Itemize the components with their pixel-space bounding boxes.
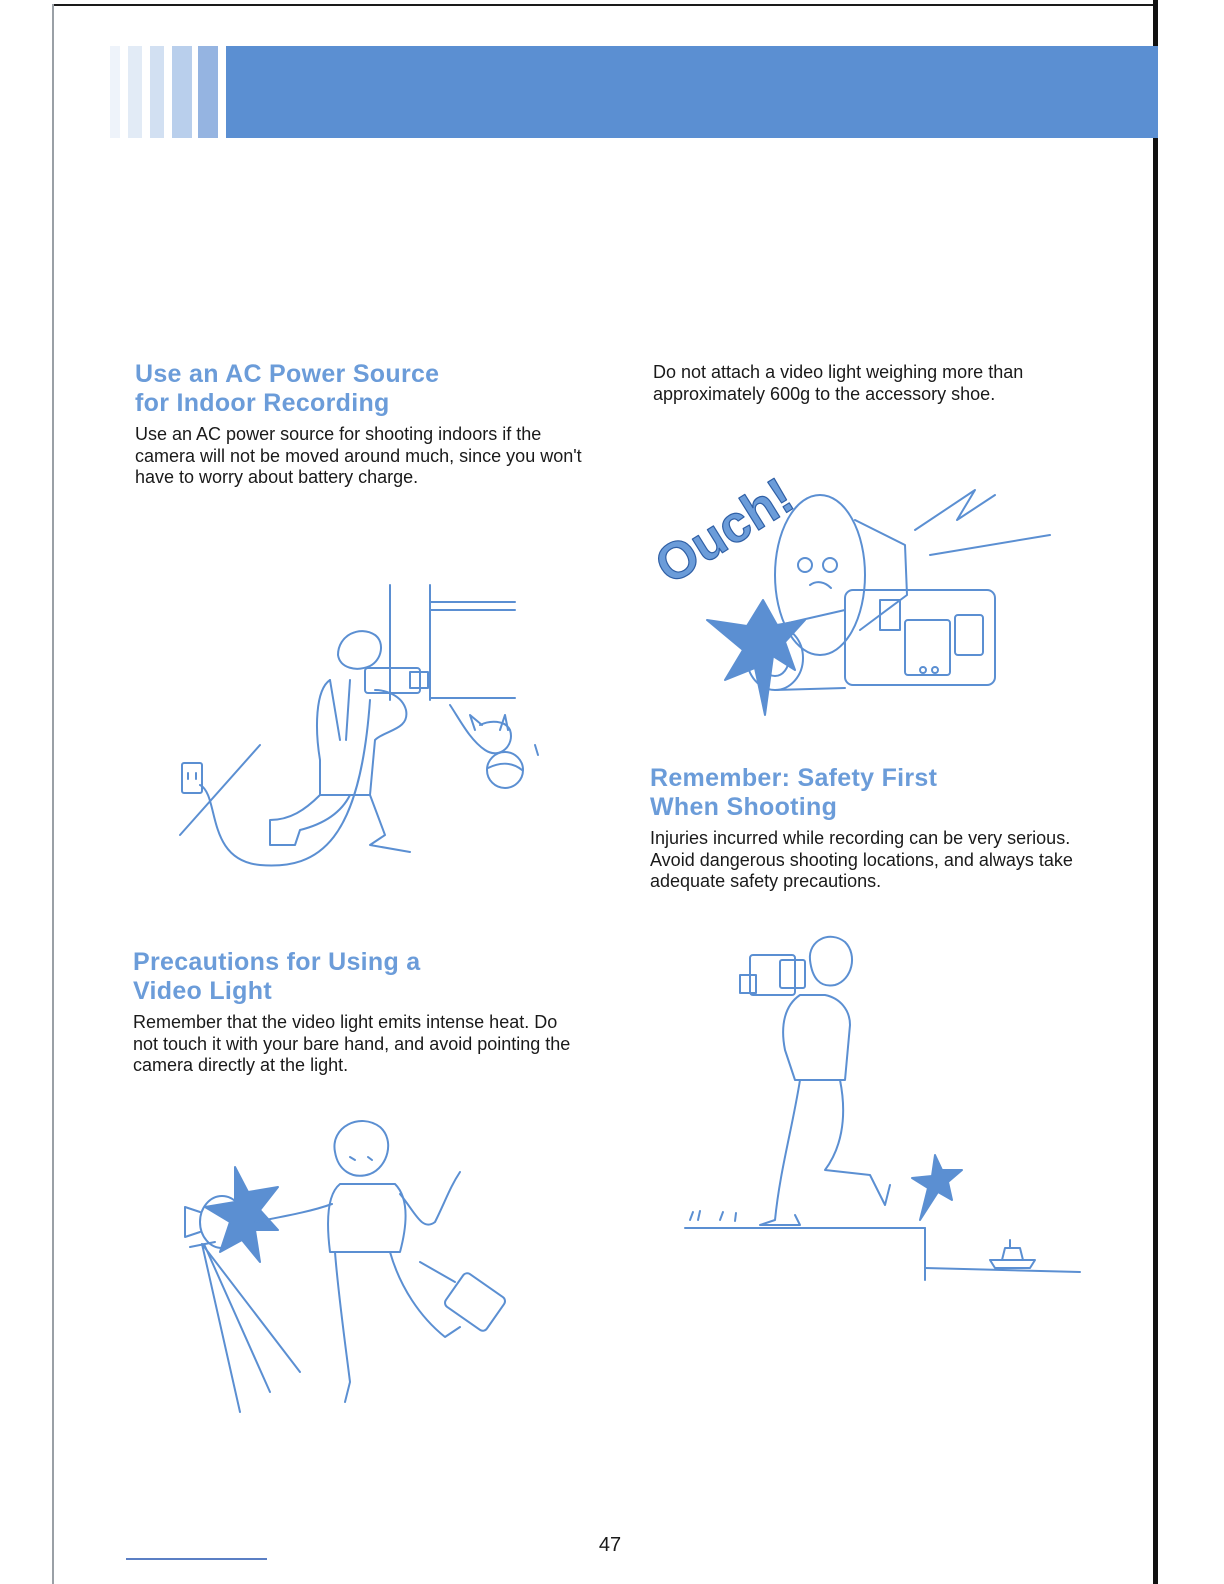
section-video-light-weight xyxy=(653,362,1073,405)
woman-touching-hot-video-light-icon xyxy=(160,1112,540,1422)
section-safety-first xyxy=(650,764,1100,893)
section-heading xyxy=(135,360,585,418)
header-stripe xyxy=(128,46,142,138)
top-border-rule xyxy=(52,4,1158,6)
section-video-light-precautions xyxy=(133,948,583,1077)
heading-line: Precautions for Using a xyxy=(133,948,421,976)
footer-rule xyxy=(126,1558,267,1560)
section-body: Do not attach a video light weighing more than approximately 600g to the accessory shoe. xyxy=(653,362,1024,404)
section-body: Injuries incurred while recording can be very serious. Avoid dangerous shooting locations, and always take adequate safety precautions. xyxy=(650,828,1073,891)
ouch-video-light-camera-icon xyxy=(645,420,1065,720)
header-band xyxy=(110,46,1158,138)
heading-line: Video Light xyxy=(133,977,272,1005)
header-stripe xyxy=(198,46,218,138)
section-body: Remember that the video light emits intense heat. Do not touch it with your bare hand, and avoid pointing the camera directly at the light. xyxy=(133,1012,571,1075)
right-border-rule xyxy=(1153,0,1158,1584)
ouch-text: Ouch! xyxy=(645,466,804,596)
kneeling-camera-operator-with-cat-icon xyxy=(170,580,550,880)
section-body: Use an AC power source for shooting indoors if the camera will not be moved around much, since you won't have to worry about battery charge. xyxy=(135,424,582,487)
woman-walking-off-edge-icon xyxy=(680,930,1090,1290)
left-border-rule xyxy=(52,4,54,1584)
page-number: 47 xyxy=(598,1534,622,1556)
heading-line: When Shooting xyxy=(650,793,838,821)
header-stripe xyxy=(110,46,120,138)
header-bar xyxy=(226,46,1158,138)
header-stripe xyxy=(172,46,192,138)
section-heading xyxy=(650,764,1100,822)
section-ac-power xyxy=(135,360,585,489)
section-heading xyxy=(133,948,583,1006)
heading-line: Use an AC Power Source xyxy=(135,360,440,388)
header-stripe xyxy=(150,46,164,138)
heading-line: for Indoor Recording xyxy=(135,389,390,417)
heading-line: Remember: Safety First xyxy=(650,764,938,792)
